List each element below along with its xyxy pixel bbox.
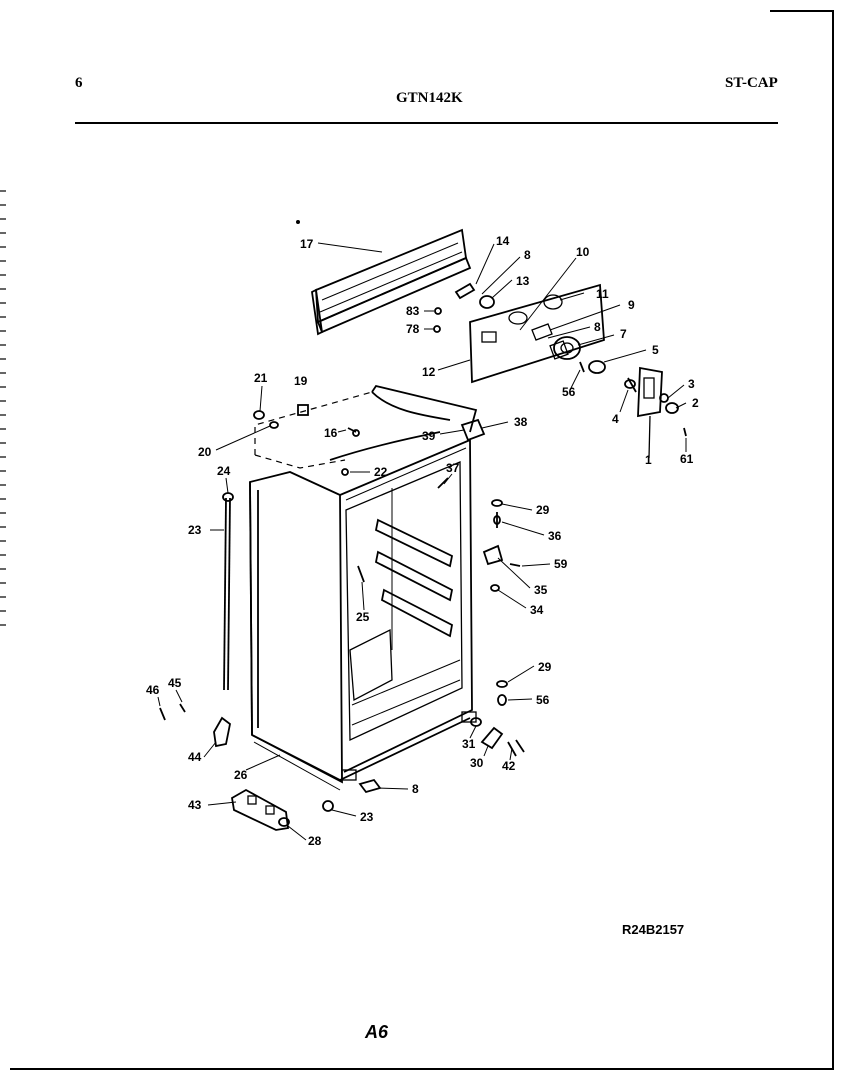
- thermostat-part: [550, 337, 584, 372]
- page-number: 6: [75, 75, 83, 91]
- callout-23: 23: [188, 523, 202, 537]
- callout-42: 42: [502, 759, 516, 773]
- callout-3: 3: [688, 377, 695, 391]
- callout-61: 61: [680, 452, 694, 466]
- callout-28: 28: [308, 834, 322, 848]
- callout-2: 2: [692, 396, 699, 410]
- control-panel-part: [470, 285, 604, 382]
- callout-26: 26: [234, 768, 248, 782]
- drain-tube-part: [223, 493, 233, 690]
- callout-29: 29: [536, 503, 550, 517]
- callout-37: 37: [446, 461, 460, 475]
- callout-14: 14: [496, 234, 510, 248]
- callout-11: 11: [596, 287, 609, 301]
- callout-9: 9: [628, 298, 635, 312]
- callout-39: 39: [422, 429, 436, 443]
- callout-38: 38: [514, 415, 528, 429]
- callout-7: 7: [620, 327, 627, 341]
- callout-29: 29: [538, 660, 552, 674]
- callout-24: 24: [217, 464, 231, 478]
- callout-23: 23: [360, 810, 374, 824]
- callout-8: 8: [594, 320, 601, 334]
- callout-1: 1: [645, 453, 652, 467]
- refrigerator-cabinet: [250, 386, 476, 790]
- model-number: GTN142K: [396, 90, 463, 106]
- callout-78: 78: [406, 322, 420, 336]
- callout-30: 30: [470, 756, 484, 770]
- callout-17: 17: [300, 237, 314, 251]
- top-hardware-parts: [297, 221, 495, 333]
- callout-19: 19: [294, 374, 308, 388]
- callout-59: 59: [554, 557, 568, 571]
- callout-4: 4: [612, 412, 619, 426]
- callout-56: 56: [536, 693, 550, 707]
- callout-12: 12: [422, 365, 436, 379]
- callout-22: 22: [374, 465, 388, 479]
- callout-16: 16: [324, 426, 338, 440]
- callout-8: 8: [412, 782, 419, 796]
- callout-5: 5: [652, 343, 659, 357]
- relay-assembly-part: [589, 361, 686, 458]
- page-label: A6: [365, 1022, 389, 1042]
- callout-56: 56: [562, 385, 576, 399]
- callout-13: 13: [516, 274, 530, 288]
- callout-36: 36: [548, 529, 562, 543]
- hinge-bottom-part: [232, 780, 380, 830]
- callout-8: 8: [524, 248, 531, 262]
- callout-35: 35: [534, 583, 548, 597]
- reference-code: R24B2157: [622, 922, 685, 937]
- callout-21: 21: [254, 371, 268, 385]
- callout-20: 20: [198, 445, 212, 459]
- callout-10: 10: [576, 245, 590, 259]
- callout-83: 83: [406, 304, 420, 318]
- callout-46: 46: [146, 683, 160, 697]
- callout-31: 31: [462, 737, 476, 751]
- callout-45: 45: [168, 676, 182, 690]
- callout-43: 43: [188, 798, 202, 812]
- callout-25: 25: [356, 610, 370, 624]
- callout-44: 44: [188, 750, 202, 764]
- section-code: ST-CAP: [725, 75, 778, 91]
- callout-34: 34: [530, 603, 544, 617]
